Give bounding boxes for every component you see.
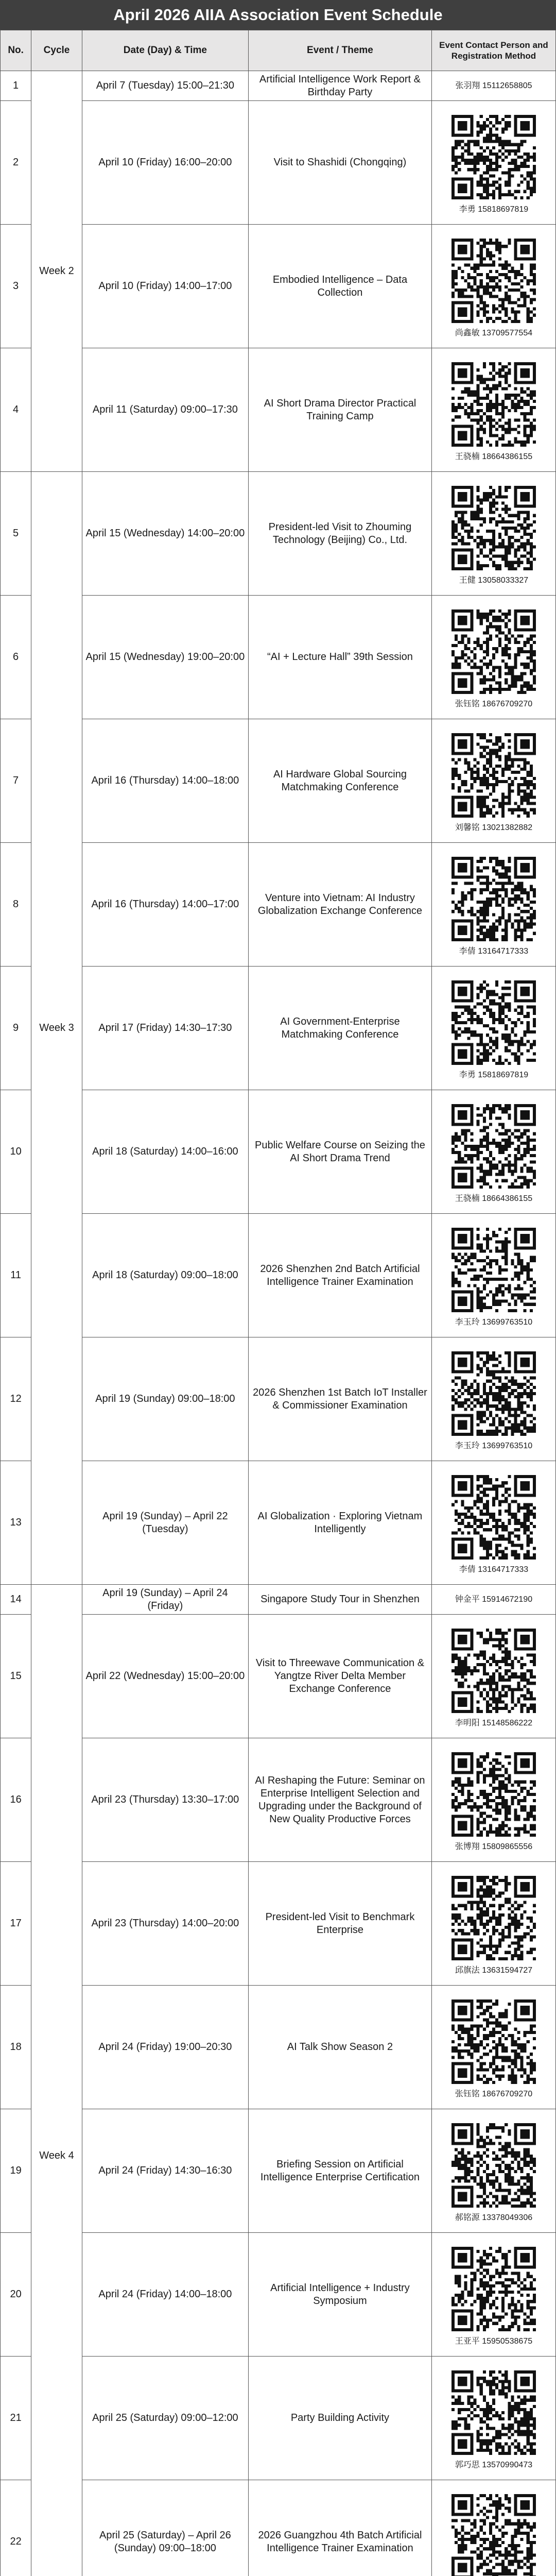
- event-date-time: April 16 (Thursday) 14:00–17:00: [82, 843, 248, 967]
- event-date-time: April 23 (Thursday) 13:30–17:00: [82, 1738, 248, 1862]
- row-number: 6: [1, 596, 31, 719]
- row-number: 17: [1, 1862, 31, 1986]
- row-number: 11: [1, 1214, 31, 1337]
- event-date-time: April 19 (Sunday) – April 22 (Tuesday): [82, 1461, 248, 1585]
- event-date-time: April 25 (Saturday) – April 26 (Sunday) 09:00–18:00: [82, 2480, 248, 2576]
- table-row: [1, 348, 556, 472]
- contact-person-phone: 张羽翔 15112658805: [455, 81, 532, 90]
- event-theme: “AI + Lecture Hall” 39th Session: [248, 596, 431, 719]
- contact-person-phone: 张博翔 15809865556: [455, 1842, 533, 1851]
- contact-person-phone: 王亚平 15950538675: [455, 2336, 533, 2346]
- row-number: 2: [1, 101, 31, 225]
- event-date-time: April 16 (Thursday) 14:00–18:00: [82, 719, 248, 843]
- row-number: 8: [1, 843, 31, 967]
- event-theme: Visit to Threewave Communication & Yangtze River Delta Member Exchange Conference: [248, 1615, 431, 1738]
- registration-qr-code[interactable]: [448, 977, 539, 1068]
- row-number: 13: [1, 1461, 31, 1585]
- event-theme: 2026 Guangzhou 4th Batch Artificial Intelligence Trainer Examination: [248, 2480, 431, 2576]
- event-contact-cell: [431, 225, 555, 348]
- page-title: April 2026 AIIA Association Event Schedule: [0, 0, 556, 30]
- table-row: [1, 596, 556, 719]
- event-contact-cell: [431, 1615, 555, 1738]
- event-date-time: April 19 (Sunday) – April 24 (Friday): [82, 1585, 248, 1615]
- event-contact-cell: [431, 967, 555, 1090]
- event-theme: Embodied Intelligence – Data Collection: [248, 225, 431, 348]
- contact-person-phone: 李勇 15818697819: [459, 1070, 529, 1079]
- row-number: 7: [1, 719, 31, 843]
- header-row: [1, 30, 556, 71]
- event-contact-cell: [431, 1337, 555, 1461]
- contact-person-phone: 李玉玲 13699763510: [455, 1317, 533, 1327]
- event-date-time: April 15 (Wednesday) 19:00–20:00: [82, 596, 248, 719]
- event-contact-cell: [431, 472, 555, 596]
- event-contact-cell: [431, 843, 555, 967]
- header-event: Event / Theme: [248, 30, 431, 71]
- event-contact-cell: [431, 1986, 555, 2109]
- event-theme: Singapore Study Tour in Shenzhen: [248, 1585, 431, 1615]
- table-row: [1, 225, 556, 348]
- table-row: [1, 843, 556, 967]
- table-row: [1, 2109, 556, 2233]
- registration-qr-code[interactable]: [448, 2367, 539, 2458]
- row-number: 18: [1, 1986, 31, 2109]
- registration-qr-code[interactable]: [448, 483, 539, 573]
- event-date-time: April 24 (Friday) 14:30–16:30: [82, 2109, 248, 2233]
- row-number: 12: [1, 1337, 31, 1461]
- table-row: [1, 719, 556, 843]
- contact-person-phone: 王骁楠 18664386155: [455, 1194, 533, 1203]
- row-number: 21: [1, 2357, 31, 2480]
- table-row: [1, 1862, 556, 1986]
- event-theme: AI Government-Enterprise Matchmaking Conference: [248, 967, 431, 1090]
- event-theme: President-led Visit to Zhouming Technology (Beijing) Co., Ltd.: [248, 472, 431, 596]
- event-contact-cell: [431, 2109, 555, 2233]
- event-theme: AI Globalization · Exploring Vietnam Intelligently: [248, 1461, 431, 1585]
- event-theme: Briefing Session on Artificial Intelligence Enterprise Certification: [248, 2109, 431, 2233]
- event-theme: Public Welfare Course on Seizing the AI Short Drama Trend: [248, 1090, 431, 1214]
- contact-person-phone: 刘馨铭 13021382882: [455, 823, 533, 832]
- event-theme: Artificial Intelligence Work Report & Birthday Party: [248, 71, 431, 101]
- event-theme: AI Short Drama Director Practical Training Camp: [248, 348, 431, 472]
- row-number: 19: [1, 2109, 31, 2233]
- header-cycle: Cycle: [31, 30, 82, 71]
- event-date-time: April 11 (Saturday) 09:00–17:30: [82, 348, 248, 472]
- cycle-week-cell: Week 4: [31, 1585, 82, 2576]
- contact-person-phone: 李明阳 15148586222: [455, 1718, 533, 1727]
- row-number: 4: [1, 348, 31, 472]
- event-theme: AI Reshaping the Future: Seminar on Enterprise Intelligent Selection and Upgrading under the Background of New Quality Productive Forces: [248, 1738, 431, 1862]
- table-row: [1, 2233, 556, 2357]
- event-date-time: April 18 (Saturday) 09:00–18:00: [82, 1214, 248, 1337]
- table-row: [1, 101, 556, 225]
- cycle-week-cell: Week 2: [31, 71, 82, 472]
- row-number: 5: [1, 472, 31, 596]
- event-contact-cell: [431, 1738, 555, 1862]
- contact-person-phone: 张钰铭 18676709270: [455, 2089, 533, 2098]
- contact-person-phone: 王骁楠 18664386155: [455, 452, 533, 461]
- table-row: [1, 1738, 556, 1862]
- event-contact-cell: [431, 2357, 555, 2480]
- event-theme: President-led Visit to Benchmark Enterprise: [248, 1862, 431, 1986]
- registration-qr-code[interactable]: [448, 2244, 539, 2334]
- event-contact-cell: [431, 1090, 555, 1214]
- contact-person-phone: 钟金平 15914672190: [455, 1595, 533, 1604]
- registration-qr-code[interactable]: [448, 730, 539, 821]
- table-row: [1, 1986, 556, 2109]
- row-number: 15: [1, 1615, 31, 1738]
- registration-qr-code[interactable]: [448, 1873, 539, 1963]
- row-number: 14: [1, 1585, 31, 1615]
- contact-person-phone: 李倩 13164717333: [459, 1565, 529, 1574]
- row-number: 1: [1, 71, 31, 101]
- table-row: [1, 2357, 556, 2480]
- event-contact-cell: [431, 1585, 555, 1615]
- table-row: [1, 2480, 556, 2576]
- event-date-time: April 22 (Wednesday) 15:00–20:00: [82, 1615, 248, 1738]
- registration-qr-code[interactable]: [448, 1996, 539, 2087]
- event-contact-cell: [431, 348, 555, 472]
- header-contact: Event Contact Person and Registration Method: [431, 30, 555, 71]
- header-date: Date (Day) & Time: [82, 30, 248, 71]
- registration-qr-code[interactable]: [448, 1625, 539, 1716]
- event-date-time: April 7 (Tuesday) 15:00–21:30: [82, 71, 248, 101]
- registration-qr-code[interactable]: [448, 1225, 539, 1315]
- contact-person-phone: 李倩 13164717333: [459, 946, 529, 956]
- event-contact-cell: [431, 1461, 555, 1585]
- contact-person-phone: 王健 13058033327: [459, 575, 529, 585]
- row-number: 9: [1, 967, 31, 1090]
- event-theme: Venture into Vietnam: AI Industry Globalization Exchange Conference: [248, 843, 431, 967]
- table-row: [1, 472, 556, 596]
- contact-person-phone: 郭巧思 13570990473: [455, 2460, 533, 2469]
- contact-person-phone: 张钰铭 18676709270: [455, 699, 533, 708]
- event-date-time: April 24 (Friday) 19:00–20:30: [82, 1986, 248, 2109]
- table-row: [1, 71, 556, 101]
- event-theme: 2026 Shenzhen 1st Batch IoT Installer & Commissioner Examination: [248, 1337, 431, 1461]
- event-contact-cell: [431, 2233, 555, 2357]
- event-contact-cell: [431, 2480, 555, 2576]
- table-row: [1, 1090, 556, 1214]
- event-theme: AI Hardware Global Sourcing Matchmaking Conference: [248, 719, 431, 843]
- registration-qr-code[interactable]: [448, 1101, 539, 1192]
- contact-person-phone: 邱旗法 13631594727: [455, 1965, 533, 1975]
- event-date-time: April 15 (Wednesday) 14:00–20:00: [82, 472, 248, 596]
- registration-qr-code[interactable]: [448, 359, 539, 450]
- row-number: 22: [1, 2480, 31, 2576]
- registration-qr-code[interactable]: [448, 1348, 539, 1439]
- table-row: [1, 1461, 556, 1585]
- contact-person-phone: 李勇 15818697819: [459, 205, 529, 214]
- event-contact-cell: [431, 101, 555, 225]
- event-date-time: April 23 (Thursday) 14:00–20:00: [82, 1862, 248, 1986]
- row-number: 10: [1, 1090, 31, 1214]
- event-contact-cell: [431, 596, 555, 719]
- contact-person-phone: 郝铭源 13378049306: [455, 2213, 533, 2222]
- row-number: 3: [1, 225, 31, 348]
- event-theme: 2026 Shenzhen 2nd Batch Artificial Intelligence Trainer Examination: [248, 1214, 431, 1337]
- event-theme: AI Talk Show Season 2: [248, 1986, 431, 2109]
- contact-person-phone: 李玉玲 13699763510: [455, 1441, 533, 1450]
- event-date-time: April 19 (Sunday) 09:00–18:00: [82, 1337, 248, 1461]
- table-row: [1, 1615, 556, 1738]
- table-row: [1, 967, 556, 1090]
- row-number: 20: [1, 2233, 31, 2357]
- event-date-time: April 24 (Friday) 14:00–18:00: [82, 2233, 248, 2357]
- event-contact-cell: [431, 1862, 555, 1986]
- registration-qr-code[interactable]: [448, 1472, 539, 1563]
- registration-qr-code[interactable]: [448, 235, 539, 326]
- event-theme: Artificial Intelligence + Industry Symposium: [248, 2233, 431, 2357]
- event-contact-cell: [431, 1214, 555, 1337]
- contact-person-phone: 尚鑫敏 13709577554: [455, 328, 533, 337]
- event-date-time: April 10 (Friday) 16:00–20:00: [82, 101, 248, 225]
- header-no: No.: [1, 30, 31, 71]
- row-number: 16: [1, 1738, 31, 1862]
- event-date-time: April 18 (Saturday) 14:00–16:00: [82, 1090, 248, 1214]
- registration-qr-code[interactable]: [448, 1749, 539, 1840]
- event-contact-cell: [431, 71, 555, 101]
- event-theme: Party Building Activity: [248, 2357, 431, 2480]
- registration-qr-code[interactable]: [448, 606, 539, 697]
- event-date-time: April 25 (Saturday) 09:00–12:00: [82, 2357, 248, 2480]
- event-theme: Visit to Shashidi (Chongqing): [248, 101, 431, 225]
- table-row: [1, 1585, 556, 1615]
- registration-qr-code[interactable]: [448, 2120, 539, 2211]
- schedule-table: [0, 30, 556, 2576]
- table-row: [1, 1337, 556, 1461]
- event-contact-cell: [431, 719, 555, 843]
- registration-qr-code[interactable]: [448, 854, 539, 944]
- registration-qr-code[interactable]: [448, 112, 539, 202]
- table-row: [1, 1214, 556, 1337]
- registration-qr-code[interactable]: [448, 2491, 539, 2576]
- event-date-time: April 10 (Friday) 14:00–17:00: [82, 225, 248, 348]
- cycle-week-cell: Week 3: [31, 472, 82, 1585]
- event-date-time: April 17 (Friday) 14:30–17:30: [82, 967, 248, 1090]
